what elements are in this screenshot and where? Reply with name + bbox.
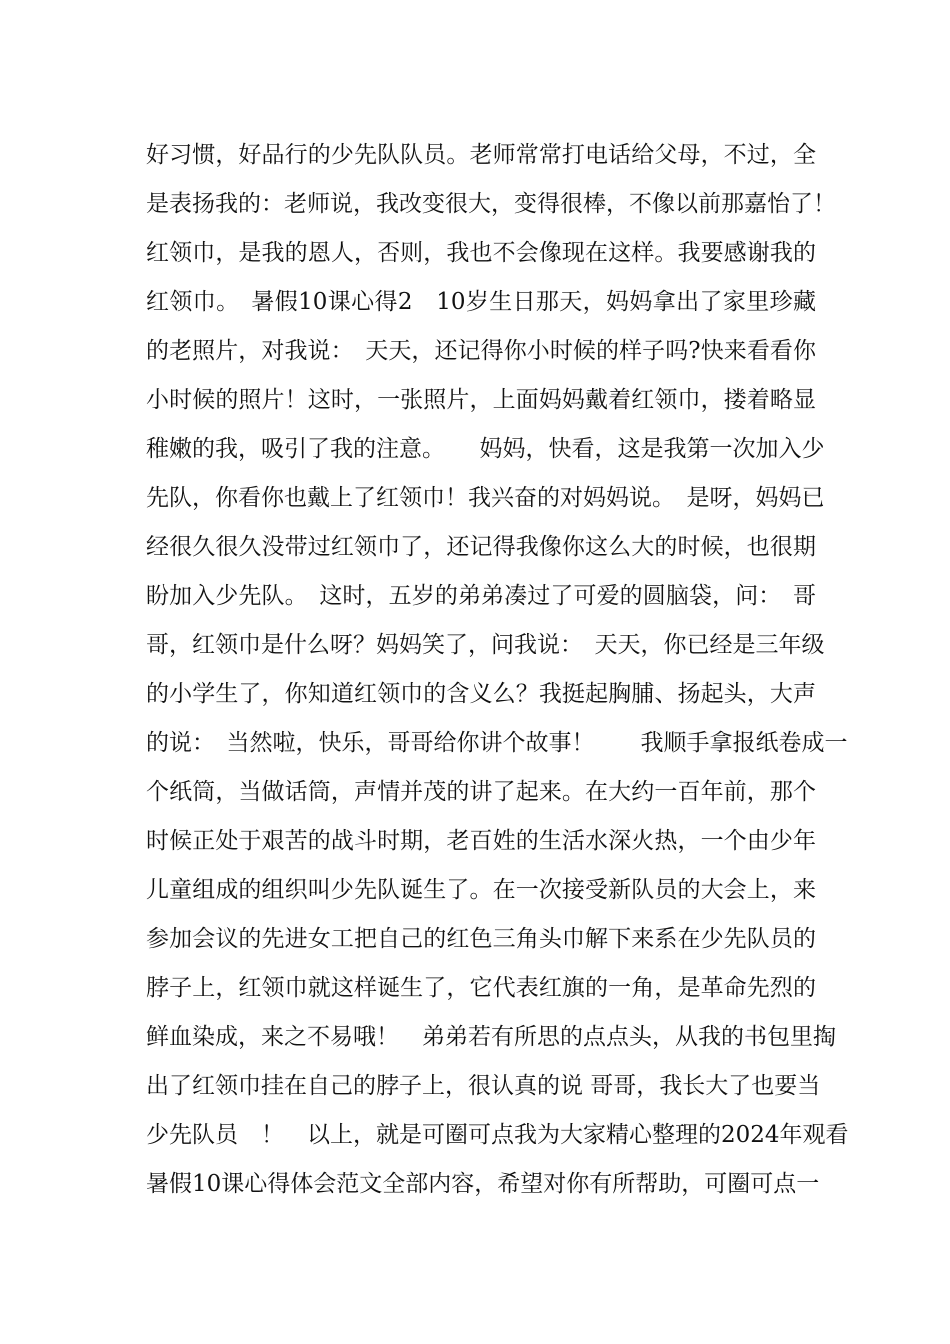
text-line-4: 红领巾。 暑假10课心得2 10岁生日那天，妈妈拿出了家里珍藏 <box>146 289 816 315</box>
text-line-21: 少先队员 ！ 以上，就是可圈可点我为大家精心整理的2024年观看 <box>146 1122 849 1148</box>
text-line-8: 先队，你看你也戴上了红领巾！我兴奋的对妈妈说。 是呀，妈妈已 <box>146 485 825 511</box>
text-line-6: 小时候的照片！这时，一张照片，上面妈妈戴着红领巾，搂着略显 <box>146 387 816 413</box>
text-line-1: 好习惯，好品行的少先队队员。老师常常打电话给父母，不过，全 <box>146 142 816 168</box>
text-line-11: 哥，红领巾是什么呀？妈妈笑了，问我说： 天天，你已经是三年级 <box>146 632 825 658</box>
text-line-17: 参加会议的先进女工把自己的红色三角头巾解下来系在少先队员的 <box>146 926 816 952</box>
text-line-18: 脖子上，红领巾就这样诞生了，它代表红旗的一角，是革命先烈的 <box>146 975 816 1001</box>
text-line-22: 暑假10课心得体会范文全部内容，希望对你有所帮助，可圈可点一 <box>146 1171 820 1197</box>
text-line-5: 的老照片，对我说： 天天，还记得你小时候的样子吗?快来看看你 <box>146 338 816 364</box>
text-line-14: 个纸筒，当做话筒，声情并茂的讲了起来。在大约一百年前，那个 <box>146 779 816 805</box>
text-line-15: 时候正处于艰苦的战斗时期，老百姓的生活水深火热，一个由少年 <box>146 828 816 854</box>
text-line-9: 经很久很久没带过红领巾了，还记得我像你这么大的时候，也很期 <box>146 534 816 560</box>
text-line-10: 盼加入少先队。 这时，五岁的弟弟凑过了可爱的圆脑袋，问： 哥 <box>146 583 816 609</box>
text-line-19: 鲜血染成，来之不易哦！ 弟弟若有所思的点点头，从我的书包里掏 <box>146 1024 836 1050</box>
text-line-13: 的说： 当然啦，快乐，哥哥给你讲个故事！ 我顺手拿报纸卷成一 <box>146 730 848 756</box>
text-line-16: 儿童组成的组织叫少先队诞生了。在一次接受新队员的大会上，来 <box>146 877 816 903</box>
text-line-3: 红领巾，是我的恩人，否则，我也不会像现在这样。我要感谢我的 <box>146 240 816 266</box>
text-line-7: 稚嫩的我，吸引了我的注意。 妈妈，快看，这是我第一次加入少 <box>146 436 825 462</box>
body-text <box>146 131 849 1209</box>
text-line-2: 是表扬我的：老师说，我改变很大，变得很棒，不像以前那嘉怡了！ <box>146 191 836 217</box>
text-line-20: 出了红领巾挂在自己的脖子上，很认真的说 哥哥，我长大了也要当 <box>146 1073 821 1099</box>
text-line-12: 的小学生了，你知道红领巾的含义么？我挺起胸脯、扬起头，大声 <box>146 681 816 707</box>
